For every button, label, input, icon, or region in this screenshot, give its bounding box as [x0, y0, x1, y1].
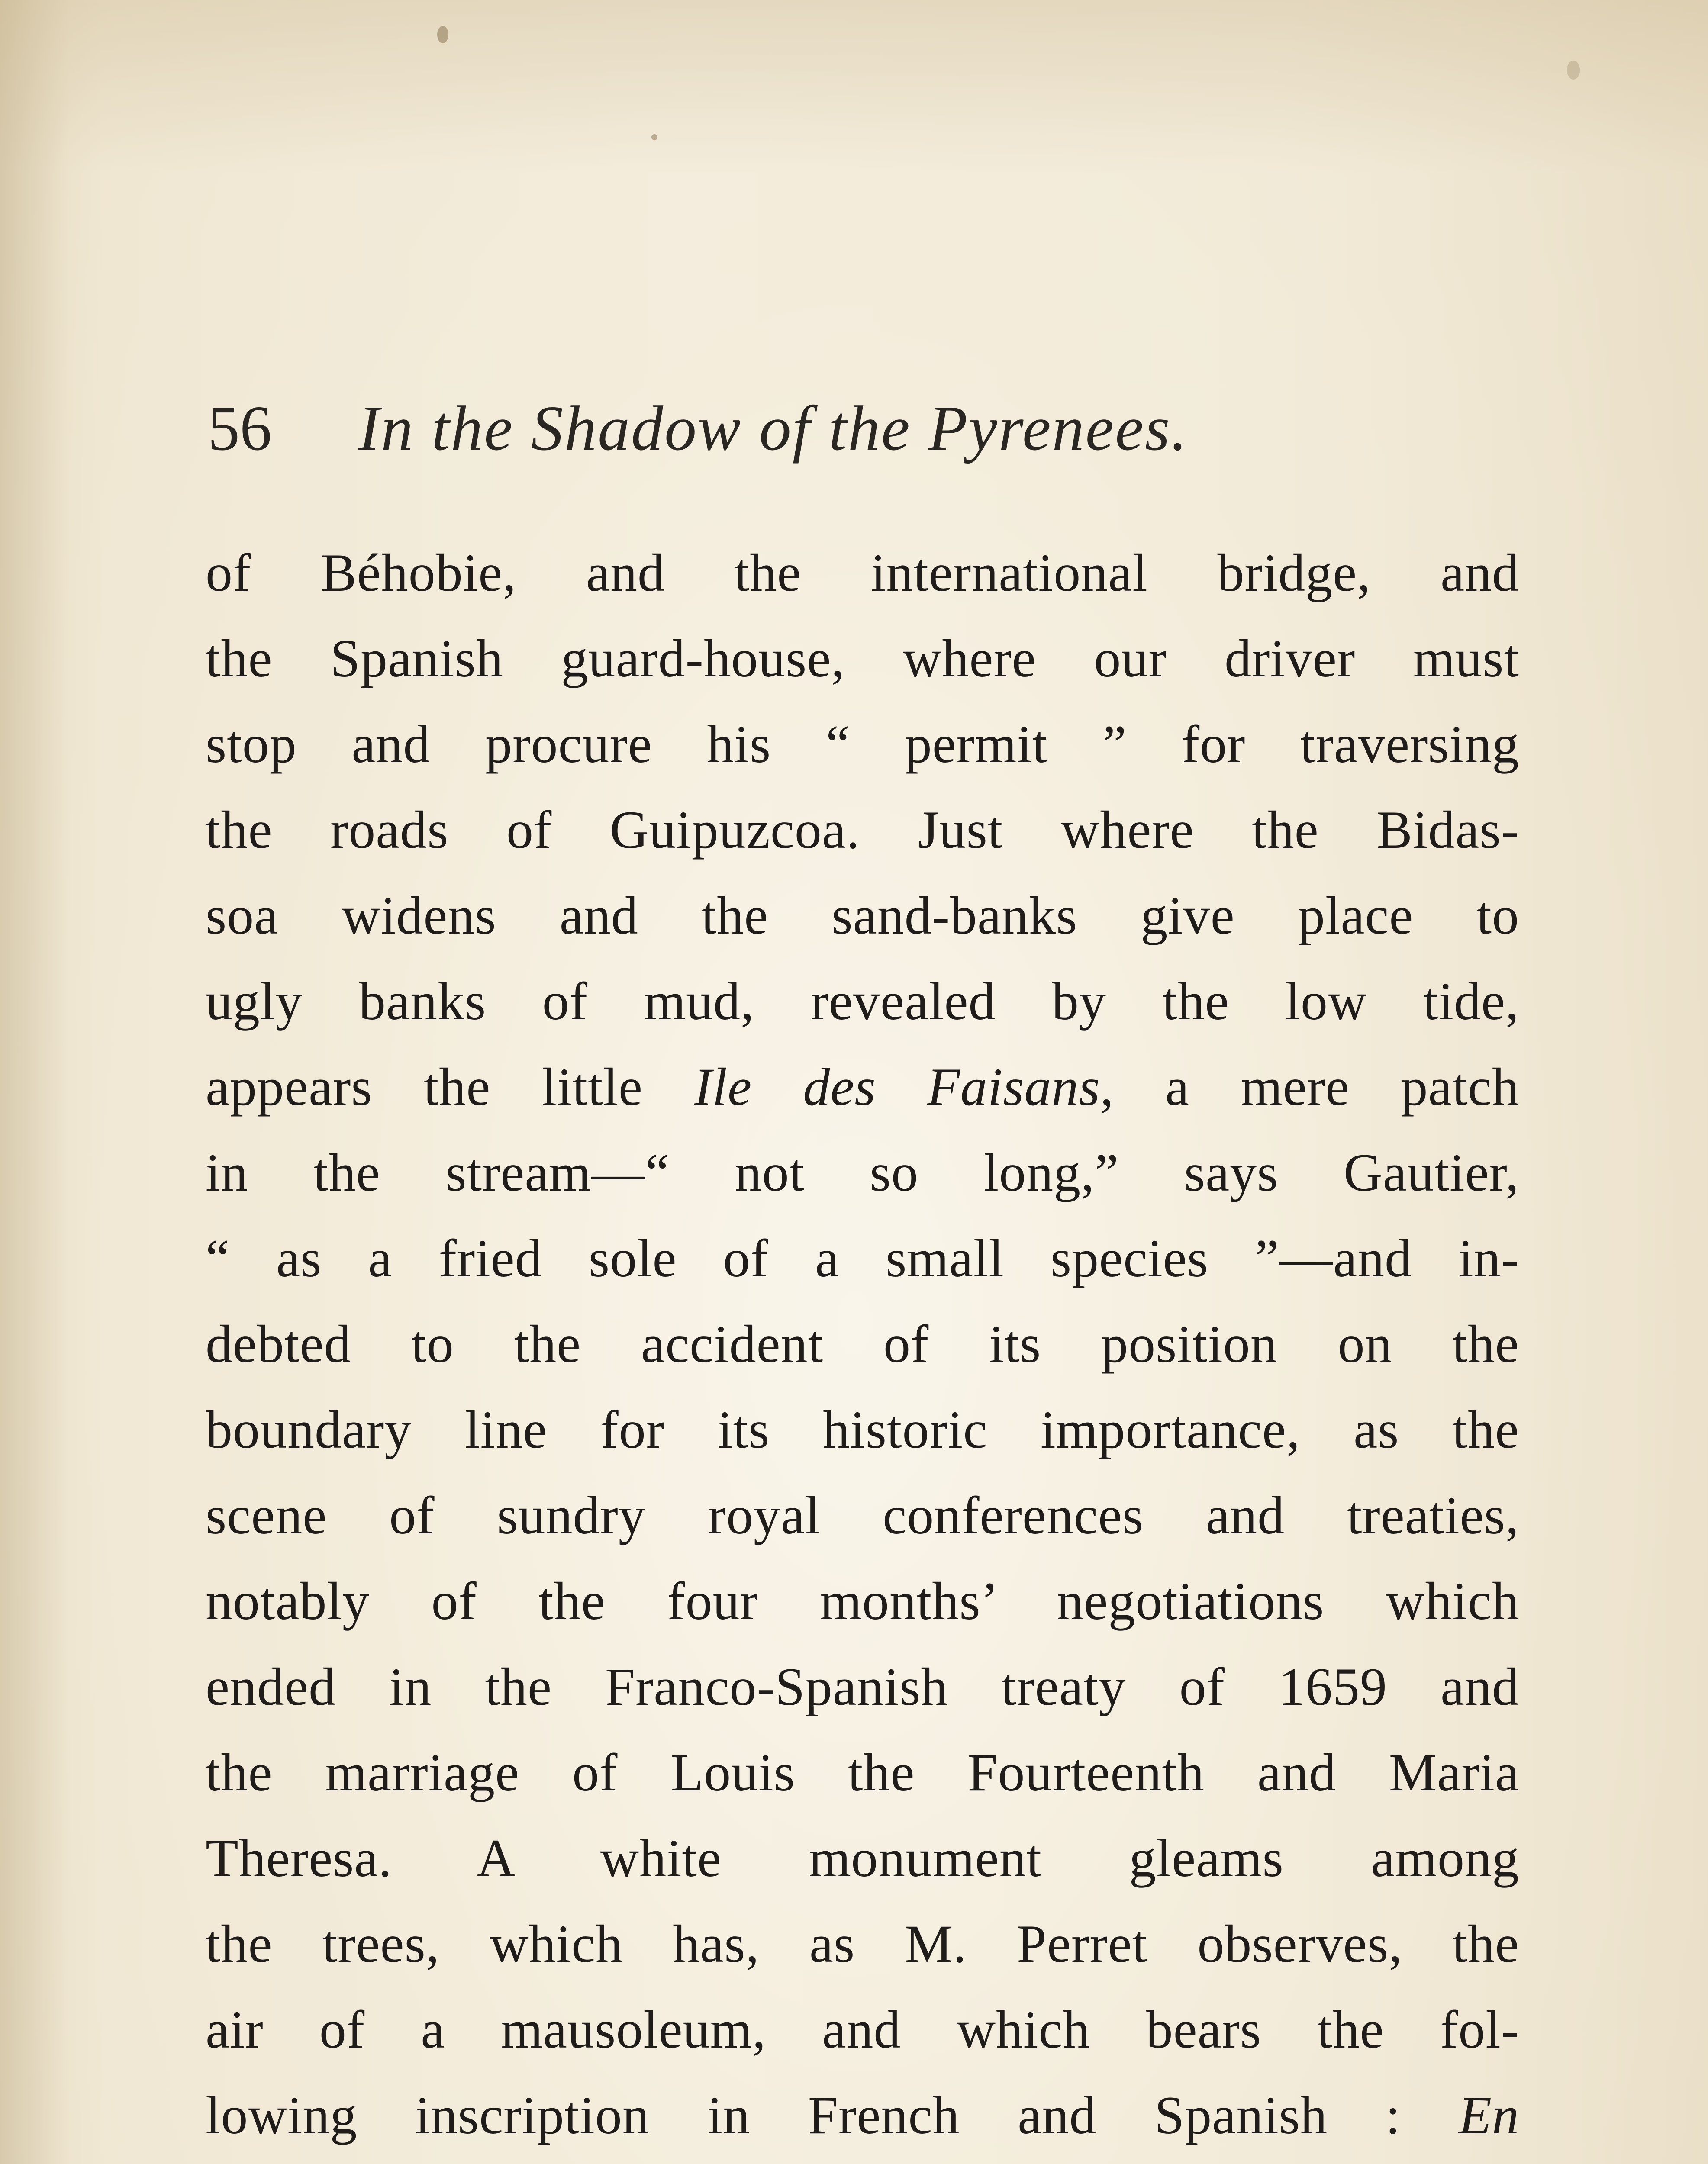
italic-phrase: En [1459, 2086, 1519, 2145]
text-line: the marriage of Louis the Fourteenth and Maria [206, 1743, 1519, 1802]
text-line [206, 1044, 1519, 1130]
text-line: in the stream—“ not so long,” says Gautier, [206, 1143, 1519, 1202]
text-line: boundary line for its historic importance, as the [206, 1400, 1519, 1459]
text-segment: appears the little [206, 1057, 694, 1117]
italic-phrase: Ile des Faisans [694, 1057, 1100, 1117]
paper-fleck [437, 26, 448, 43]
text-line: debted to the accident of its position on the [206, 1314, 1519, 1374]
text-line: scene of sundry royal conferences and treaties, [206, 1486, 1519, 1545]
running-header [208, 390, 1532, 467]
running-title: In the Shadow of the Pyrenees. [358, 393, 1189, 464]
text-line: ended in the Franco-Spanish treaty of 1659 and [206, 1657, 1519, 1716]
text-line: soa widens and the sand-banks give place to [206, 886, 1519, 945]
text-line: notably of the four months’ negotiations which [206, 1571, 1519, 1631]
page-top-shading [0, 0, 1708, 173]
text-line: Theresa. A white monument gleams among [206, 1829, 1519, 1888]
text-line: the Spanish guard-house, where our driver must [206, 629, 1519, 688]
text-line: air of a mausoleum, and which bears the fol- [206, 2000, 1519, 2059]
text-line [206, 2073, 1519, 2158]
text-line: “ as a fried sole of a small species ”—and in- [206, 1229, 1519, 1288]
spine-shadow [0, 0, 69, 2164]
text-segment: lowing inscription in French and Spanish : [206, 2086, 1459, 2145]
paper-fleck [1567, 61, 1580, 80]
text-segment: , a mere patch [1100, 1057, 1519, 1117]
body-text [206, 530, 1519, 2164]
text-line: stop and procure his “ permit ” for traversing [206, 715, 1519, 774]
text-line: ugly banks of mud, revealed by the low tide, [206, 972, 1519, 1031]
text-line: the trees, which has, as M. Perret observes, the [206, 1914, 1519, 1974]
text-line: of Béhobie, and the international bridge, and [206, 543, 1519, 602]
paper-fleck [651, 134, 657, 140]
inscription-line [206, 2158, 1519, 2164]
text-line: the roads of Guipuzcoa. Just where the Bidas- [206, 800, 1519, 860]
page-number: 56 [208, 393, 272, 464]
